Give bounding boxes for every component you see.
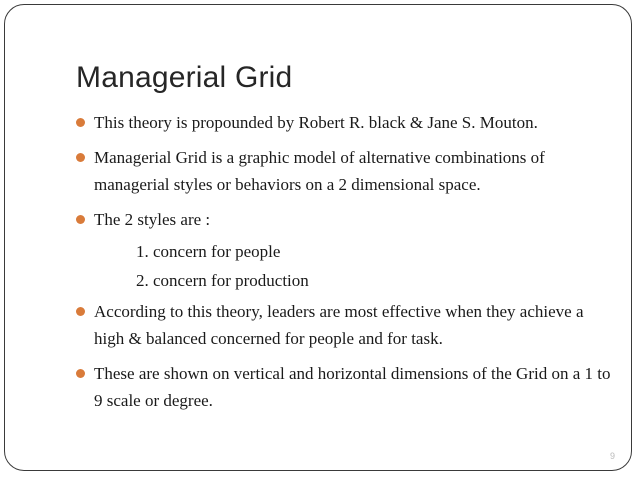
bullet-icon: [76, 215, 85, 224]
bullet-text: This theory is propounded by Robert R. black & Jane S. Mouton.: [94, 113, 538, 132]
slide-frame: [4, 4, 632, 471]
bullet-icon: [76, 118, 85, 127]
bullet-text: According to this theory, leaders are most effective when they achieve a high & balanced concerned for people and for task.: [94, 302, 584, 348]
slide-title: Managerial Grid: [76, 61, 293, 94]
bullet-item: [75, 109, 615, 136]
bullet-item: [75, 144, 615, 198]
bullet-icon: [76, 153, 85, 162]
slide-number: 9: [609, 451, 615, 461]
sub-list-item: 2. concern for production: [136, 271, 309, 290]
bullet-item: [75, 298, 615, 352]
bullet-item: [75, 206, 615, 233]
bullet-list: [75, 109, 615, 422]
bullet-icon: [76, 369, 85, 378]
bullet-text: These are shown on vertical and horizontal dimensions of the Grid on a 1 to 9 scale or degree.: [94, 364, 611, 410]
bullet-text: Managerial Grid is a graphic model of alternative combinations of managerial styles or behaviors on a 2 dimensional space.: [94, 148, 545, 194]
sub-list-item: 1. concern for people: [136, 242, 281, 261]
bullet-icon: [76, 307, 85, 316]
styles-sub-list: [75, 237, 615, 295]
bullet-item: [75, 360, 615, 414]
bullet-text: The 2 styles are :: [94, 210, 211, 229]
